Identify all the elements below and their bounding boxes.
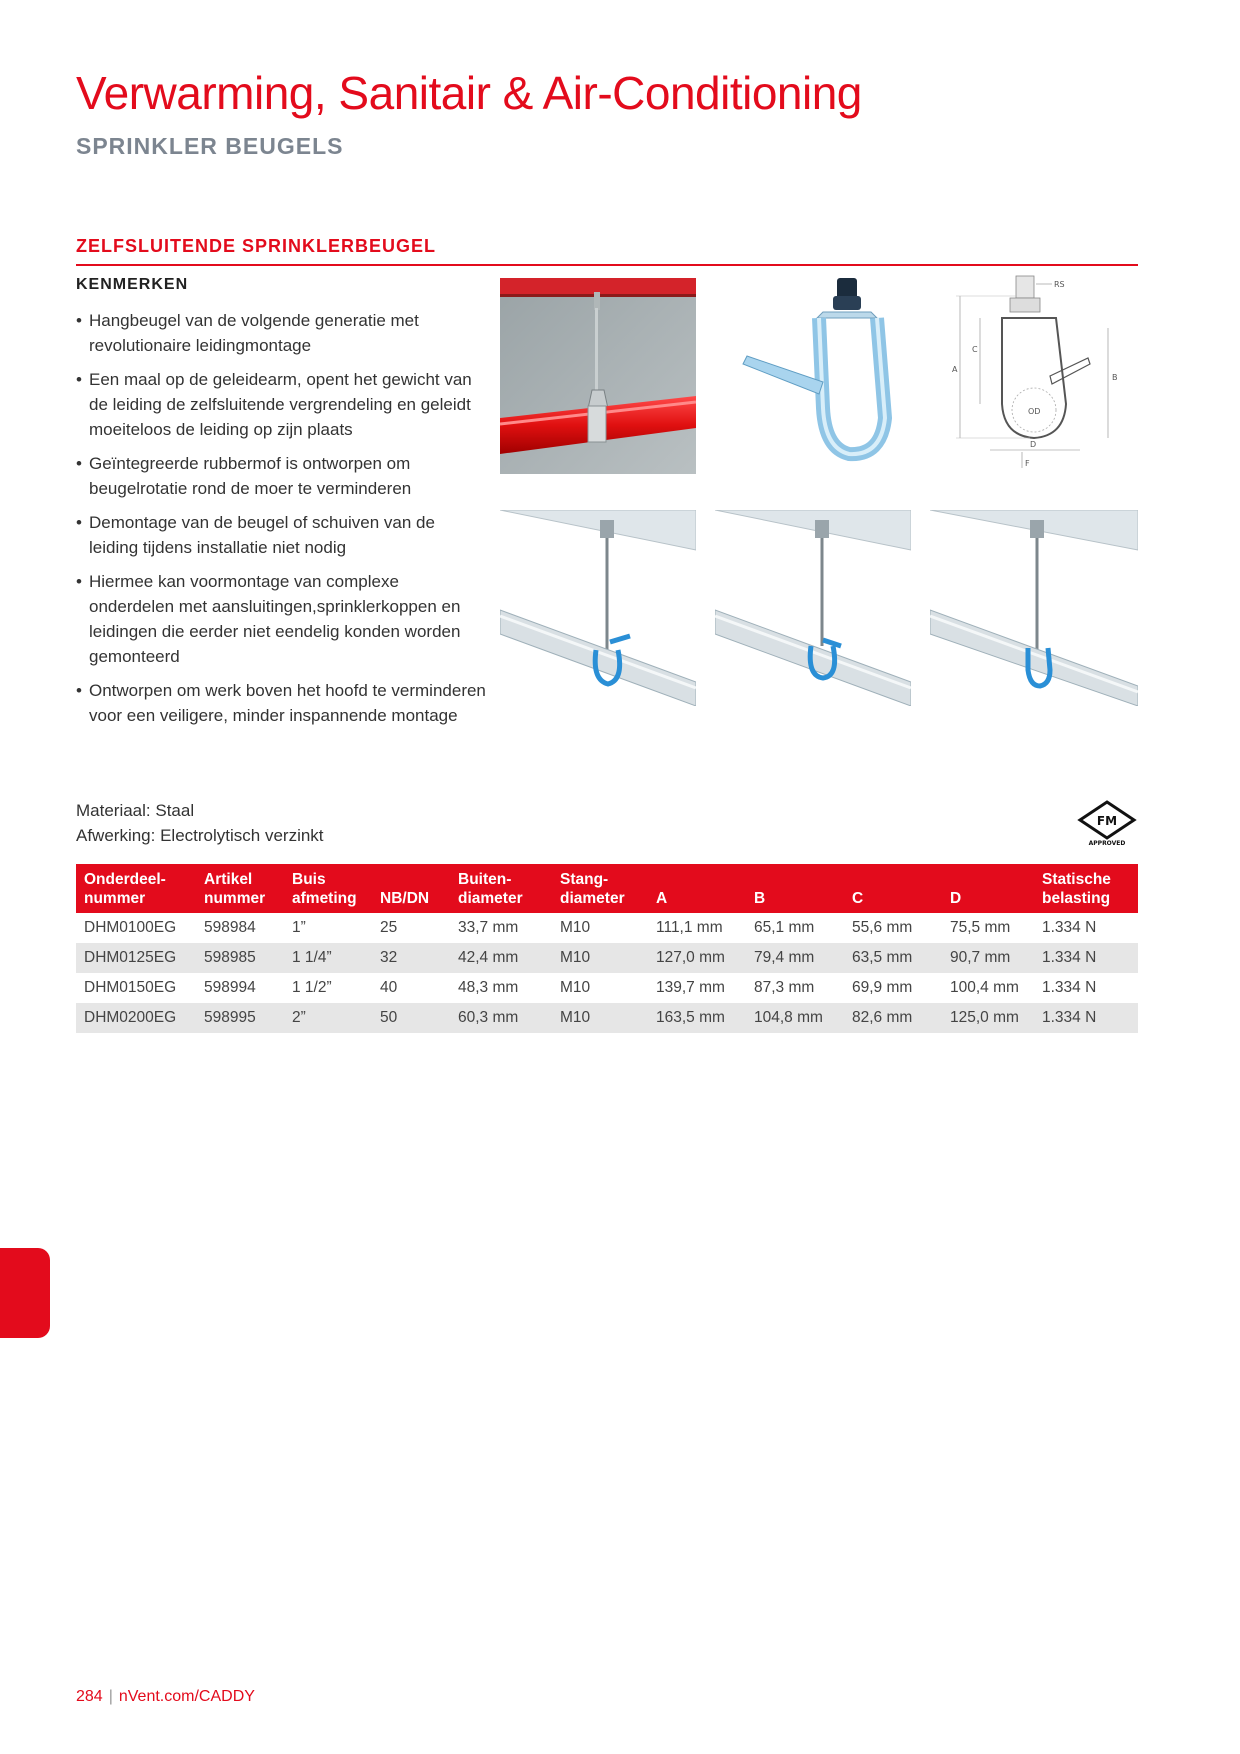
table-cell: 42,4 mm <box>450 943 552 973</box>
table-cell: 100,4 mm <box>950 979 1019 996</box>
table-cell: 127,0 mm <box>648 943 746 973</box>
installation-step-3-illustration <box>930 510 1138 706</box>
table-cell: 33,7 mm <box>458 919 519 936</box>
table-cell: 1.334 N <box>1034 943 1138 973</box>
label-b: B <box>1112 373 1118 382</box>
table-cell: DHM0200EG <box>76 1003 196 1033</box>
table-cell: 1 1/2” <box>292 979 332 996</box>
table-cell: DHM0100EG <box>84 919 177 936</box>
table-cell: 1.334 N <box>1042 979 1097 996</box>
table-cell: 87,3 mm <box>754 979 815 996</box>
table-cell: 48,3 mm <box>458 979 519 996</box>
material-text: Materiaal: Staal <box>76 801 195 820</box>
table-cell: 598985 <box>196 943 284 973</box>
table-cell: 25 <box>380 919 398 936</box>
column-header: A <box>648 864 746 913</box>
column-header: Artikel nummer <box>196 864 284 913</box>
table-cell: 60,3 mm <box>450 1003 552 1033</box>
table-cell: M10 <box>552 943 648 973</box>
column-header: NB/DN <box>372 864 450 913</box>
table-cell: 163,5 mm <box>648 1003 746 1033</box>
section-title: ZELFSLUITENDE SPRINKLERBEUGEL <box>76 236 1138 266</box>
table-cell: 104,8 mm <box>746 1003 844 1033</box>
page-footer <box>76 1688 255 1706</box>
table-cell: 79,4 mm <box>746 943 844 973</box>
finish-text: Afwerking: Electrolytisch verzinkt <box>76 826 324 845</box>
label-f: F <box>1025 459 1030 468</box>
table-cell: 139,7 mm <box>656 979 725 996</box>
column-header: C <box>844 864 942 913</box>
table-cell: DHM0150EG <box>84 979 177 996</box>
table-cell: 75,5 mm <box>950 919 1011 936</box>
table-row <box>76 913 1138 943</box>
table-cell: 1” <box>292 919 306 936</box>
column-header: Statische belasting <box>1034 864 1138 913</box>
chapter-tab <box>0 1248 50 1338</box>
label-a: A <box>952 365 958 374</box>
table-cell: M10 <box>560 979 591 996</box>
table-cell: 2” <box>284 1003 372 1033</box>
fm-mark: FM <box>1096 814 1118 828</box>
fm-approved-logo <box>1076 800 1138 846</box>
feature-item: • Ontworpen om werk boven het hoofd te verminderen voor een veiligere, minder inspannende montage <box>76 678 486 728</box>
table-row <box>76 1003 1138 1033</box>
page-title: Verwarming, Sanitair & Air-Conditioning <box>76 67 862 119</box>
table-cell: 1.334 N <box>1034 1003 1138 1033</box>
fm-approved-text: APPROVED <box>1088 840 1126 846</box>
table-cell: 40 <box>380 979 398 996</box>
page-subtitle: SPRINKLER BEUGELS <box>76 133 344 159</box>
table-cell: 1.334 N <box>1042 919 1097 936</box>
footer-separator: | <box>108 1688 113 1705</box>
table-cell: 55,6 mm <box>852 919 913 936</box>
column-header: Buiten- diameter <box>450 864 552 913</box>
specification-table <box>76 864 1138 1033</box>
table-cell: M10 <box>552 1003 648 1033</box>
table-row <box>76 943 1138 973</box>
table-cell: 50 <box>372 1003 450 1033</box>
table-cell: 82,6 mm <box>844 1003 942 1033</box>
installation-step-1-illustration <box>500 510 696 706</box>
column-header: Onderdeel- nummer <box>76 864 196 913</box>
material-info <box>76 798 324 848</box>
table-cell: 598995 <box>196 1003 284 1033</box>
product-photo <box>715 278 911 474</box>
table-cell: 1 1/4” <box>284 943 372 973</box>
table-cell: 111,1 mm <box>656 919 723 936</box>
label-c: C <box>972 345 978 354</box>
table-cell: 69,9 mm <box>852 979 913 996</box>
footer-website: nVent.com/CADDY <box>118 1688 255 1705</box>
installed-hanger-photo <box>500 278 696 474</box>
table-cell: 125,0 mm <box>942 1003 1034 1033</box>
feature-item: • Een maal op de geleidearm, opent het gewicht van de leiding de zelfsluitende vergrendeling en geleidt moeiteloos de leiding op zijn plaats <box>76 367 486 442</box>
label-d: D <box>1030 440 1037 449</box>
table-cell: 32 <box>372 943 450 973</box>
column-header: D <box>942 864 1034 913</box>
column-header: B <box>746 864 844 913</box>
column-header: Buis afmeting <box>284 864 372 913</box>
table-cell: 598994 <box>204 979 256 996</box>
features-list <box>76 308 486 737</box>
table-cell: 90,7 mm <box>942 943 1034 973</box>
table-cell: 63,5 mm <box>844 943 942 973</box>
table-cell: 598984 <box>204 919 256 936</box>
dimension-drawing <box>930 272 1138 474</box>
table-row <box>76 973 1138 1003</box>
feature-item: • Geïntegreerde rubbermof is ontworpen om beugelrotatie rond de moer te verminderen <box>76 451 486 501</box>
table-header-row <box>76 864 1138 913</box>
feature-item: • Hangbeugel van de volgende generatie met revolutionaire leidingmontage <box>76 308 486 358</box>
installation-step-2-illustration <box>715 510 911 706</box>
label-rs: RS <box>1054 280 1065 289</box>
features-heading: KENMERKEN <box>76 276 189 293</box>
column-header: Stang- diameter <box>552 864 648 913</box>
table-cell: M10 <box>560 919 591 936</box>
table-cell: 65,1 mm <box>754 919 815 936</box>
label-od: OD <box>1028 407 1041 416</box>
feature-item: • Hiermee kan voormontage van complexe onderdelen met aansluitingen,sprinklerkoppen en leidingen die eerder niet eendelig konden worden gemonteerd <box>76 569 486 669</box>
page-number: 284 <box>76 1688 103 1705</box>
feature-item: • Demontage van de beugel of schuiven van de leiding tijdens installatie niet nodig <box>76 510 486 560</box>
table-cell: DHM0125EG <box>76 943 196 973</box>
